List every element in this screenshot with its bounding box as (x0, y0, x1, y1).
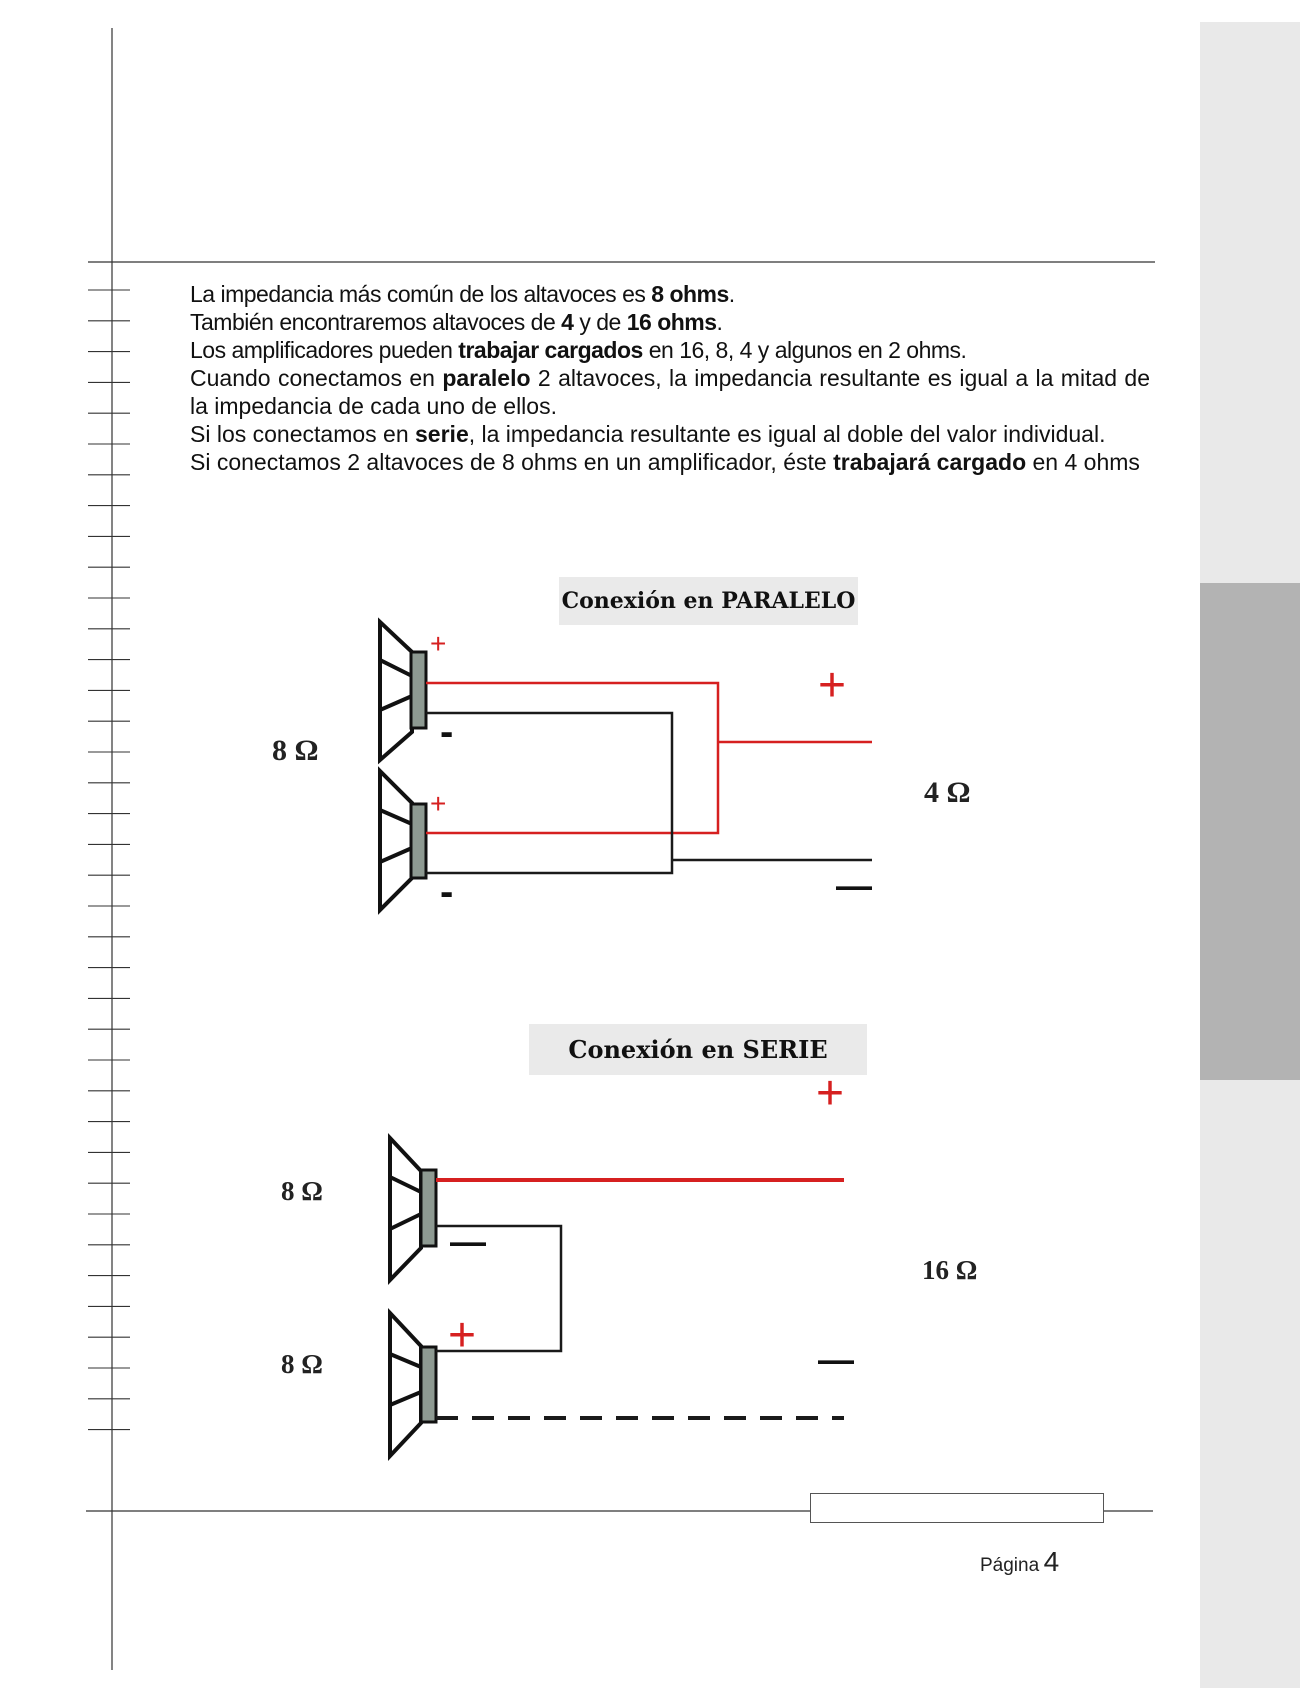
parallel-plus-top: + (430, 628, 447, 659)
parallel-minus-top: - (440, 710, 454, 754)
bold-text: serie (415, 421, 469, 447)
page-number (980, 1546, 1059, 1578)
parallel-speaker-impedance: 8 Ω (272, 734, 319, 767)
speaker-icon (390, 1313, 436, 1456)
bold-text: 4 (561, 309, 574, 335)
text-run: También encontraremos altavoces de (190, 309, 562, 335)
text-run: en 16, 8, 4 y algunos en 2 ohms. (642, 337, 967, 363)
series-speaker1-impedance: 8 Ω (281, 1176, 323, 1206)
text-run: 2 altavoces, la impedancia resultante es igual a la mitad de la impedancia de cada uno de ellos. (190, 365, 1150, 419)
footer-box (810, 1493, 1104, 1523)
speaker-icon (390, 1138, 436, 1280)
bold-text: paralelo (442, 365, 531, 391)
parallel-title: Conexión en PARALELO (559, 577, 858, 625)
text-run: , la impedancia resultante es igual al doble del valor individual. (468, 421, 1106, 447)
bold-text: trabajar cargados (458, 337, 643, 363)
page-label: Página (980, 1555, 1040, 1576)
parallel-minus-bottom: - (440, 870, 454, 914)
parallel-output-plus: + (818, 659, 847, 712)
text-run: . (728, 281, 735, 307)
text-run: La impedancia más común de los altavoces es (190, 281, 652, 307)
series-result-impedance: 16 Ω (922, 1255, 978, 1285)
text-run: Si los conectamos en (190, 421, 416, 447)
series-speaker2-impedance: 8 Ω (281, 1349, 323, 1379)
parallel-result-impedance: 4 Ω (924, 776, 971, 809)
text-run: en 4 ohms (1026, 449, 1140, 475)
series-minus-speaker: — (450, 1221, 486, 1262)
parallel-plus-bottom: + (430, 788, 447, 819)
series-output-plus: + (816, 1067, 845, 1120)
bold-text: trabajará cargado (833, 449, 1027, 475)
text-run: y de (573, 309, 627, 335)
bold-text: 16 ohms (626, 309, 717, 335)
parallel-output-minus: — (836, 865, 872, 906)
series-title: Conexión en SERIE (529, 1024, 867, 1075)
page-number-value: 4 (1043, 1546, 1060, 1577)
text-run: . (716, 309, 723, 335)
bold-text: 8 ohms (651, 281, 729, 307)
series-plus-speaker: + (448, 1309, 477, 1362)
text-run: Cuando conectamos en (190, 365, 443, 391)
text-run: Si conectamos 2 altavoces de 8 ohms en un amplificador, éste (190, 449, 834, 475)
text-run: Los amplificadores pueden (190, 337, 459, 363)
series-output-minus: — (818, 1339, 854, 1380)
